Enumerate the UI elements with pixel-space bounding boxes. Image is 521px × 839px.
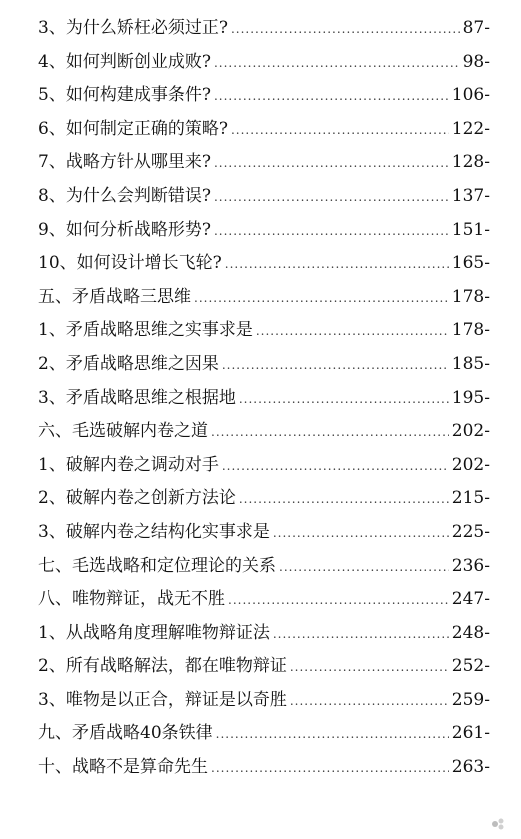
toc-entry-title: 1、从战略角度理解唯物辩证法 — [38, 622, 270, 643]
toc-entry-page: 106- — [451, 85, 490, 106]
toc-entry-page: 128- — [451, 152, 490, 173]
toc-entry — [38, 46, 490, 80]
toc-leader-dots — [290, 651, 449, 685]
toc-entry-title: 1、破解内卷之调动对手 — [38, 454, 219, 475]
toc-entry-title: 6、如何制定正确的策略? — [38, 118, 228, 139]
toc-entry — [38, 113, 490, 147]
toc-entry-page: 185- — [451, 353, 490, 374]
toc-entry-title: 五、矛盾战略三思维 — [38, 286, 191, 307]
toc-entry-title: 9、如何分析战略形势? — [38, 219, 211, 240]
toc-entry-title: 六、毛选破解内卷之道 — [38, 421, 208, 442]
toc-entry — [38, 281, 490, 315]
toc-entry-title: 5、如何构建成事条件? — [38, 85, 211, 106]
toc-entry-title: 3、破解内卷之结构化实事求是 — [38, 521, 270, 542]
toc-entry-page: 259- — [451, 689, 490, 710]
toc-entry-title: 九、矛盾战略40条铁律 — [38, 723, 213, 744]
toc-entry-title: 八、唯物辩证，战无不胜 — [38, 589, 225, 610]
toc-entry — [38, 12, 490, 46]
toc-entry-title: 七、毛选战略和定位理论的关系 — [38, 555, 276, 576]
toc-entry — [38, 650, 490, 684]
toc-entry-page: 151- — [451, 219, 490, 240]
toc-entry — [38, 247, 490, 281]
toc-entry — [38, 382, 490, 416]
toc-entry — [38, 180, 490, 214]
toc-entry-title: 2、矛盾战略思维之因果 — [38, 353, 219, 374]
toc-leader-dots — [222, 450, 449, 484]
toc-leader-dots — [290, 685, 449, 719]
toc-entry — [38, 314, 490, 348]
toc-leader-dots — [239, 383, 449, 417]
toc-leader-dots — [214, 80, 449, 114]
toc-entry-title: 8、为什么会判断错误? — [38, 185, 211, 206]
toc-entry — [38, 146, 490, 180]
toc-leader-dots — [211, 416, 449, 450]
toc-entry-title: 4、如何判断创业成败? — [38, 51, 211, 72]
toc-leader-dots — [256, 315, 449, 349]
toc-entry-page: 202- — [451, 454, 490, 475]
toc-entry — [38, 550, 490, 584]
toc-entry-page: 122- — [451, 118, 490, 139]
toc-entry-title: 3、矛盾战略思维之根据地 — [38, 387, 236, 408]
toc-leader-dots — [194, 282, 449, 316]
toc-entry-title: 3、为什么矫枉必须过正? — [38, 18, 228, 38]
toc-leader-dots — [273, 517, 449, 551]
toc-leader-dots — [211, 752, 449, 786]
toc-entry-page: 252- — [451, 656, 490, 677]
toc-entry-page: 87- — [462, 18, 490, 38]
toc-entry — [38, 415, 490, 449]
toc-entry — [38, 348, 490, 382]
toc-leader-dots — [231, 13, 460, 47]
toc-entry — [38, 684, 490, 718]
toc-entry-title: 10、如何设计增长飞轮? — [38, 253, 222, 274]
toc-leader-dots — [239, 483, 449, 517]
table-of-contents — [38, 12, 490, 785]
toc-leader-dots — [225, 248, 449, 282]
toc-leader-dots — [214, 47, 460, 81]
toc-entry-page: 248- — [451, 622, 490, 643]
toc-entry-title: 2、所有战略解法，都在唯物辩证 — [38, 656, 287, 677]
toc-leader-dots — [279, 551, 449, 585]
toc-entry-title: 1、矛盾战略思维之实事求是 — [38, 320, 253, 341]
toc-leader-dots — [214, 215, 449, 249]
toc-entry-page: 225- — [451, 521, 490, 542]
toc-entry-page: 247- — [451, 589, 490, 610]
toc-entry — [38, 617, 490, 651]
toc-leader-dots — [216, 718, 449, 752]
toc-entry-title: 2、破解内卷之创新方法论 — [38, 488, 236, 509]
toc-leader-dots — [273, 618, 449, 652]
toc-leader-dots — [231, 114, 449, 148]
toc-entry-page: 178- — [451, 320, 490, 341]
toc-entry-page: 98- — [462, 51, 490, 72]
toc-entry-page: 263- — [451, 757, 490, 778]
toc-leader-dots — [228, 584, 449, 618]
toc-entry — [38, 717, 490, 751]
toc-entry-title: 3、唯物是以正合，辩证是以奇胜 — [38, 689, 287, 710]
toc-entry — [38, 214, 490, 248]
toc-entry — [38, 583, 490, 617]
toc-entry-page: 261- — [451, 723, 490, 744]
toc-entry-page: 202- — [451, 421, 490, 442]
toc-entry-title: 7、战略方针从哪里来? — [38, 152, 211, 173]
watermark-icon — [489, 815, 507, 833]
toc-entry-title: 十、战略不是算命先生 — [38, 757, 208, 778]
toc-entry-page: 195- — [451, 387, 490, 408]
toc-entry — [38, 751, 490, 785]
toc-entry-page: 215- — [451, 488, 490, 509]
toc-entry-page: 137- — [451, 185, 490, 206]
toc-entry — [38, 516, 490, 550]
toc-entry — [38, 482, 490, 516]
toc-entry-page: 165- — [451, 253, 490, 274]
toc-entry — [38, 449, 490, 483]
toc-leader-dots — [214, 147, 449, 181]
toc-leader-dots — [214, 181, 449, 215]
toc-entry — [38, 79, 490, 113]
toc-entry-page: 236- — [451, 555, 490, 576]
toc-entry-page: 178- — [451, 286, 490, 307]
toc-leader-dots — [222, 349, 449, 383]
